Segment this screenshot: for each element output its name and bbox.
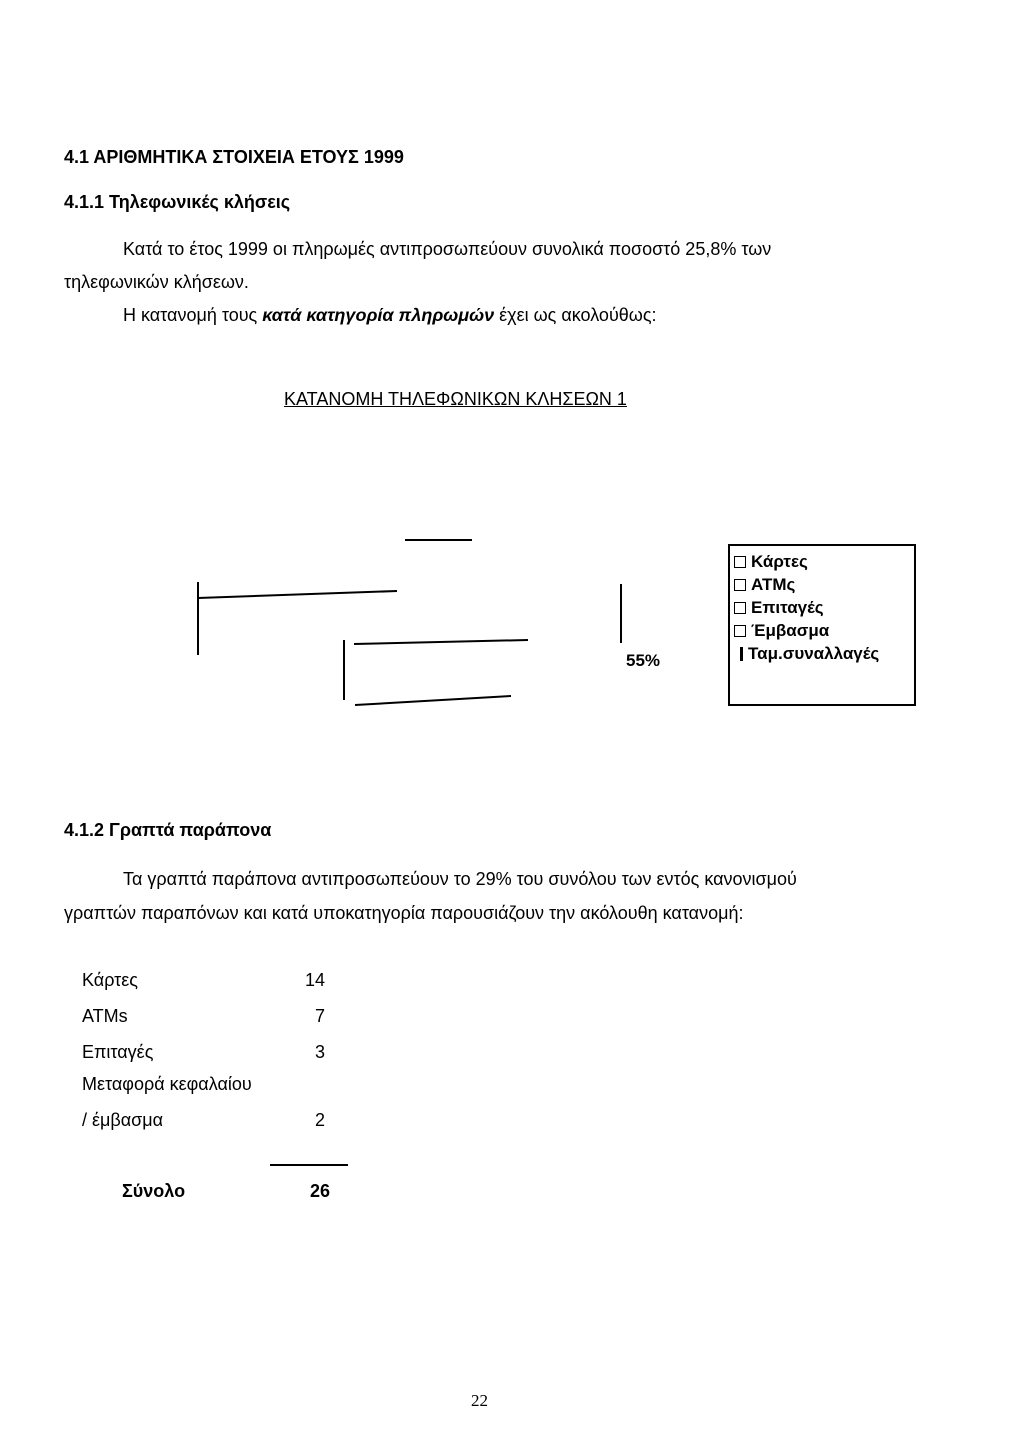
paragraph-distribution-prefix: Η κατανομή τους [123,305,263,325]
table-row-label: Κάρτες [82,970,138,990]
legend-swatch [734,556,746,568]
paragraph-distribution-suffix: έχει ως ακολούθως: [494,305,657,325]
section-heading: 4.1 ΑΡΙΘΜΗΤΙΚΑ ΣΤΟΙΧΕΙΑ ΕΤΟΥΣ 1999 [64,147,404,167]
table-total-label: Σύνολο [122,1181,186,1201]
legend-swatch [734,625,746,637]
legend-item [734,550,914,573]
legend-item [734,642,914,665]
legend-item [734,596,914,619]
legend-label: Επιταγές [751,598,824,617]
total-rule [270,1164,348,1166]
chart-legend [728,544,916,706]
table-row-value: 2 [314,1110,325,1130]
paragraph-complaints-line2: γραπτών παραπόνων και κατά υποκατηγορία παρουσιάζουν την ακόλουθη κατανομή: [64,903,744,923]
page-number: 22 [471,1391,488,1410]
legend-swatch [734,602,746,614]
table-row-label: / έμβασμα [82,1110,164,1130]
legend-swatch [740,647,743,661]
chart-data-label: 55% [626,651,661,670]
chart-line [354,640,528,644]
legend-item [734,619,914,642]
chart-title: ΚΑΤΑΝΟΜΗ ΤΗΛΕΦΩΝΙΚΩΝ ΚΛΗΣΕΩΝ 1 [284,389,627,409]
legend-label: ATMς [751,575,796,594]
legend-label: Κάρτες [751,552,808,571]
paragraph-calls-line2: τηλεφωνικών κλήσεων. [64,272,249,292]
chart-line [355,696,511,705]
legend-swatch [734,579,746,591]
legend-item [734,573,914,596]
subsection-heading-complaints: 4.1.2 Γραπτά παράπονα [64,820,272,840]
paragraph-calls-line1: Κατά το έτος 1999 οι πληρωμές αντιπροσωπεύουν συνολικά ποσοστό 25,8% των [123,239,772,259]
table-row-label: Μεταφορά κεφαλαίου [82,1074,252,1094]
paragraph-distribution-emphasis: κατά κατηγορία πληρωμών [262,305,495,325]
table-total-value: 26 [309,1181,330,1201]
legend-label: Ταμ.συναλλαγές [748,644,880,663]
subsection-heading-calls: 4.1.1 Τηλεφωνικές κλήσεις [64,192,291,212]
table-row-value: 7 [314,1006,325,1026]
table-row-label: ATMs [82,1006,128,1026]
table-row-value: 14 [304,970,325,990]
paragraph-complaints-line1: Τα γραπτά παράπονα αντιπροσωπεύουν το 29% του συνόλου των εντός κανονισμού [123,869,797,889]
table-row-value: 3 [314,1042,325,1062]
complaints-table [82,970,342,1210]
chart-line [198,591,397,598]
legend-label: Έμβασμα [751,621,830,640]
table-row-label: Επιταγές [82,1042,154,1062]
